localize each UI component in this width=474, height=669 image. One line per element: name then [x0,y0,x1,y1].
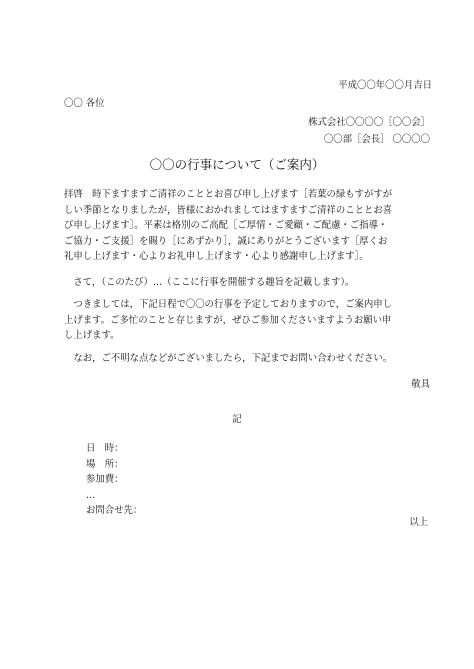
detail-item-fee: 参加費： [86,474,124,485]
greeting-line: ご協力・ご支援］を賜り［にあずかり］，誠にありがとうございます［厚くお [64,235,388,247]
detail-item-place: 場 所： [86,458,124,470]
purpose-paragraph [64,275,414,291]
detail-item-etc: … [86,489,96,501]
detail-item-contact: お問合せ先： [86,505,143,516]
closing-word: 敬具 [411,379,430,390]
greeting-line: 礼申し上げます・心よりお礼申し上げます・心より感謝申し上げます］。 [64,251,369,262]
sender-company: 株式会社〇〇〇〇［〇〇会］ [308,117,430,128]
greeting-line: び申し上げます］。平素は格別のご高配［ご厚情・ご愛顧・ご配慮・ご指導・ [64,220,388,231]
details-list [86,441,142,519]
greeting-line: しい季節となりましたが，皆様におかれましてはますますご清祥のこととお喜 [64,204,393,216]
invitation-paragraph [64,297,414,344]
inquiry-line: なお，ご不明な点などがございましたら，下記までお問い合わせください。 [64,353,393,364]
greeting-paragraph [64,187,414,265]
recipient-line: 〇〇 各位 [64,98,105,109]
sender-name: 〇〇部［会長］ 〇〇〇〇 [323,134,430,145]
greeting-line: 拝啓 時下ますますご清祥のこととお喜び申し上げます［若葉の緑もすがすが [64,189,393,200]
invitation-line: し上げます。 [64,330,120,341]
letter-date: 平成〇〇年〇〇月吉日 [338,80,432,91]
detail-item-datetime: 日 時： [86,443,124,454]
invitation-line: 上げます。ご多忙のことと存じますが，ぜひご参加くださいますようお願い申 [64,314,392,326]
inquiry-paragraph [64,351,414,367]
end-mark: 以上 [409,517,428,528]
purpose-line: さて，（このたび）…（ここに行事を開催する趣旨を記載します）。 [64,277,355,288]
document-title: 〇〇の行事について（ご案内） [149,157,325,172]
invitation-line: つきましては，下記日程で〇〇の行事を予定しておりますので，ご案内申し [64,299,392,310]
notice-heading: 記 [232,414,242,425]
